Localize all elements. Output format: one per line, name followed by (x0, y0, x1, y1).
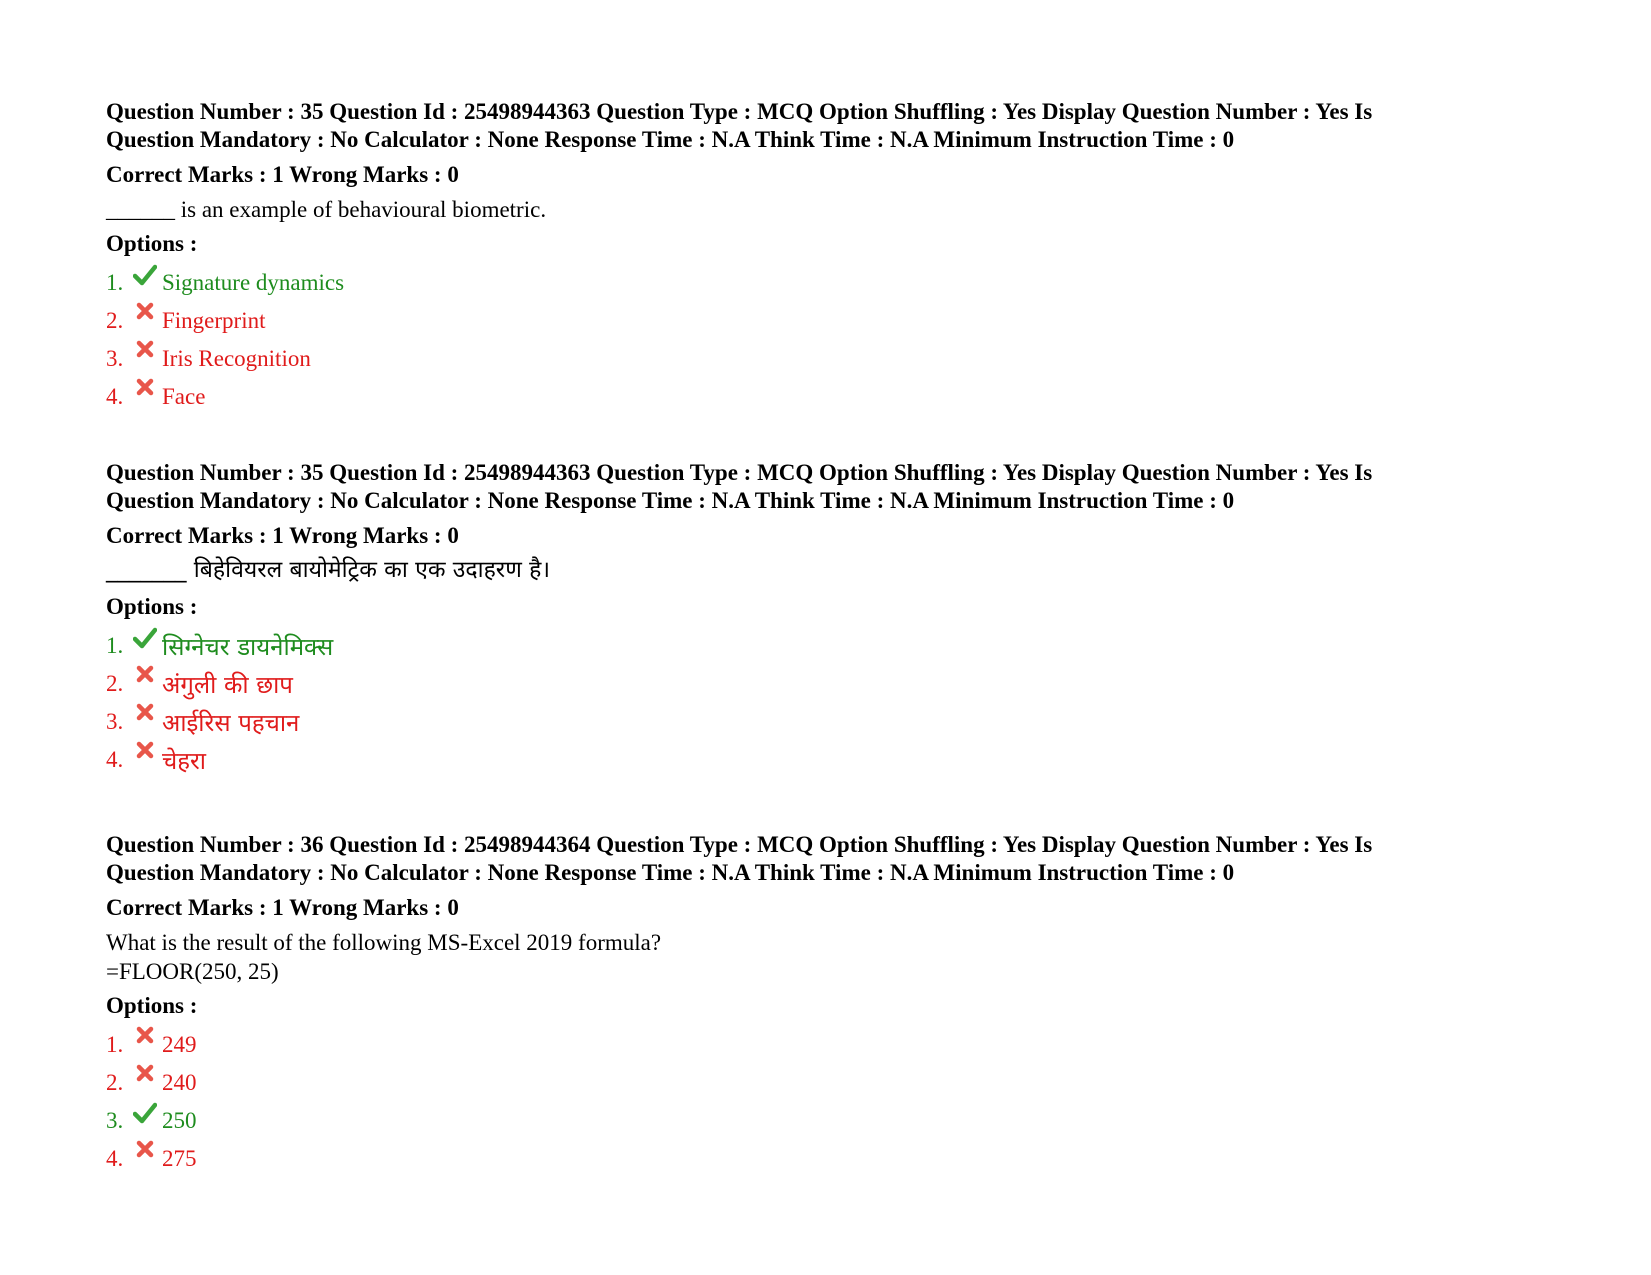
option-item (106, 378, 1546, 416)
check-icon (132, 627, 158, 653)
question-marks: Correct Marks : 1 Wrong Marks : 0 (106, 523, 459, 548)
question-text: What is the result of the following MS-Excel 2019 formula? =FLOOR(250, 25) (106, 930, 662, 984)
option-text: सिग्नेचर डायनेमिक्स (162, 632, 334, 661)
cross-icon (132, 665, 158, 691)
option-item (106, 340, 1546, 378)
question-meta-line: Question Mandatory : No Calculator : None Response Time : N.A Think Time : N.A Minimum Instruction Time : 0 (106, 860, 1235, 885)
question-meta (106, 831, 1546, 887)
option-item (106, 264, 1546, 302)
option-item (106, 1102, 1546, 1140)
option-text: चेहरा (162, 746, 207, 775)
option-text: 240 (162, 1070, 197, 1095)
question-marks: Correct Marks : 1 Wrong Marks : 0 (106, 895, 459, 920)
options-list (106, 627, 1546, 779)
check-icon (132, 264, 158, 290)
options-label: Options : (106, 231, 198, 256)
question-marks: Correct Marks : 1 Wrong Marks : 0 (106, 162, 459, 187)
question-meta-line: Question Number : 35 Question Id : 25498944363 Question Type : MCQ Option Shuffling : Yes Display Question Number : Yes Is (106, 460, 1373, 485)
question-text: ______ is an example of behavioural biometric. (106, 197, 547, 222)
cross-icon (132, 302, 158, 328)
cross-icon (132, 340, 158, 366)
option-number: 4. (106, 1146, 124, 1171)
question-meta-line: Question Mandatory : No Calculator : None Response Time : N.A Think Time : N.A Minimum Instruction Time : 0 (106, 127, 1235, 152)
option-text: 250 (162, 1108, 197, 1133)
option-number: 4. (106, 384, 124, 409)
question-meta-line: Question Number : 35 Question Id : 25498944363 Question Type : MCQ Option Shuffling : Yes Display Question Number : Yes Is (106, 99, 1373, 124)
option-text: 249 (162, 1032, 197, 1057)
option-number: 3. (106, 346, 124, 371)
option-text: अंगुली की छाप (162, 670, 293, 699)
option-item (106, 1026, 1546, 1064)
option-item (106, 627, 1546, 665)
question-meta (106, 459, 1546, 515)
options-label: Options : (106, 993, 198, 1018)
option-number: 3. (106, 709, 124, 734)
options-list (106, 1026, 1546, 1178)
option-item (106, 665, 1546, 703)
cross-icon (132, 1140, 158, 1166)
option-text: Iris Recognition (162, 346, 311, 371)
option-item (106, 1064, 1546, 1102)
option-number: 2. (106, 671, 124, 696)
option-text: Face (162, 384, 206, 409)
cross-icon (132, 741, 158, 767)
option-text: Fingerprint (162, 308, 266, 333)
option-text: आईरिस पहचान (162, 708, 300, 737)
option-text: 275 (162, 1146, 197, 1171)
cross-icon (132, 378, 158, 404)
option-item (106, 302, 1546, 340)
question-block (106, 98, 1546, 416)
question-block (106, 831, 1546, 1178)
option-number: 1. (106, 633, 124, 658)
question-text: _______ बिहेवियरल बायोमेट्रिक का एक उदाहरण है। (106, 557, 551, 583)
option-item (106, 741, 1546, 779)
option-number: 3. (106, 1108, 124, 1133)
question-meta-line: Question Mandatory : No Calculator : None Response Time : N.A Think Time : N.A Minimum Instruction Time : 0 (106, 488, 1235, 513)
options-label: Options : (106, 594, 198, 619)
question-block (106, 459, 1546, 779)
cross-icon (132, 1064, 158, 1090)
check-icon (132, 1102, 158, 1128)
option-number: 2. (106, 308, 124, 333)
option-item (106, 1140, 1546, 1178)
option-number: 1. (106, 1032, 124, 1057)
option-number: 2. (106, 1070, 124, 1095)
option-number: 4. (106, 747, 124, 772)
cross-icon (132, 1026, 158, 1052)
options-list (106, 264, 1546, 416)
option-text: Signature dynamics (162, 270, 345, 295)
question-meta (106, 98, 1546, 154)
option-item (106, 703, 1546, 741)
option-number: 1. (106, 270, 124, 295)
question-meta-line: Question Number : 36 Question Id : 25498944364 Question Type : MCQ Option Shuffling : Yes Display Question Number : Yes Is (106, 832, 1373, 857)
cross-icon (132, 703, 158, 729)
